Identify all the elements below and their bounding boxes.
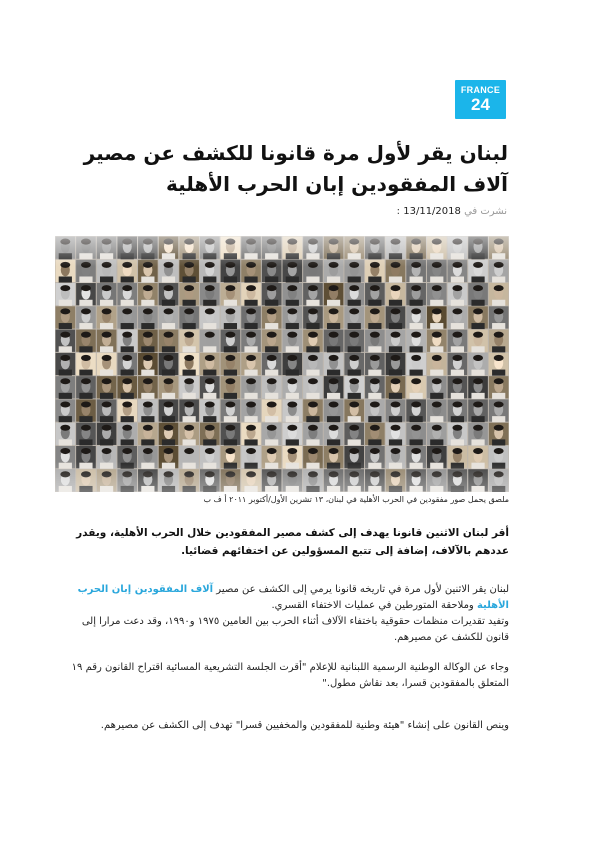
logo-line1: FRANCE (460, 85, 501, 95)
published-dateline (396, 206, 507, 217)
france24-logo[interactable] (455, 80, 506, 119)
paragraph-1-text-b: وملاحقة المتورطين في عمليات الاختفاء القسري. (271, 600, 477, 611)
paragraph-1-text-c: وتفيد تقديرات منظمات حقوقية باختفاء الآلاف أثناء الحرب بين العامين ١٩٧٥ و١٩٩٠، وقد دعت مرارا إلى قانون للكشف عن مصيرهم. (81, 616, 509, 643)
article-title: لبنان يقر لأول مرة قانونا للكشف عن مصير آلاف المفقودين إبان الحرب الأهلية (83, 141, 508, 196)
paragraph-2: وجاء عن الوكالة الوطنية الرسمية اللبنانية للإعلام "أقرت الجلسة التشريعية المسائية اقتراح القانون رقم ١٩ المتعلق بالمفقودين قسرا، بعد نقاش مطول." (71, 662, 509, 689)
missing-persons-photo-collage (55, 236, 509, 492)
missing-persons-link[interactable]: آلاف المفقودين إبان الحرب الأهلية (77, 584, 509, 611)
article-lead: أقر لبنان الاثنين قانونا يهدف إلى كشف مصير المفقودين خلال الحرب الأهلية، ويقدر عددهم بالآلاف، إضافة إلى تتبع المسؤولين عن اختفائهم قضائيا. (76, 527, 509, 557)
photo-caption: ملصق يحمل صور مفقودين في الحرب الأهلية في لبنان، ١٣ تشرين الأول/أكتوبر ٢٠١١ أ ف ب (203, 495, 509, 504)
published-label: نشرت في (464, 206, 507, 217)
logo-line2: 24 (471, 95, 490, 114)
published-date: 13/11/2018 (403, 206, 461, 217)
paragraph-1-text-a: لبنان يقر الاثنين لأول مرة في تاريخه قانونا يرمي إلى الكشف عن مصير (213, 584, 509, 595)
paragraph-1 (60, 582, 509, 646)
published-suffix: : (396, 206, 401, 217)
paragraph-3: وينص القانون على إنشاء "هيئة وطنية للمفقودين والمخفيين قسرا" تهدف إلى الكشف عن مصيرهم. (100, 720, 509, 731)
collage-image (55, 236, 509, 492)
